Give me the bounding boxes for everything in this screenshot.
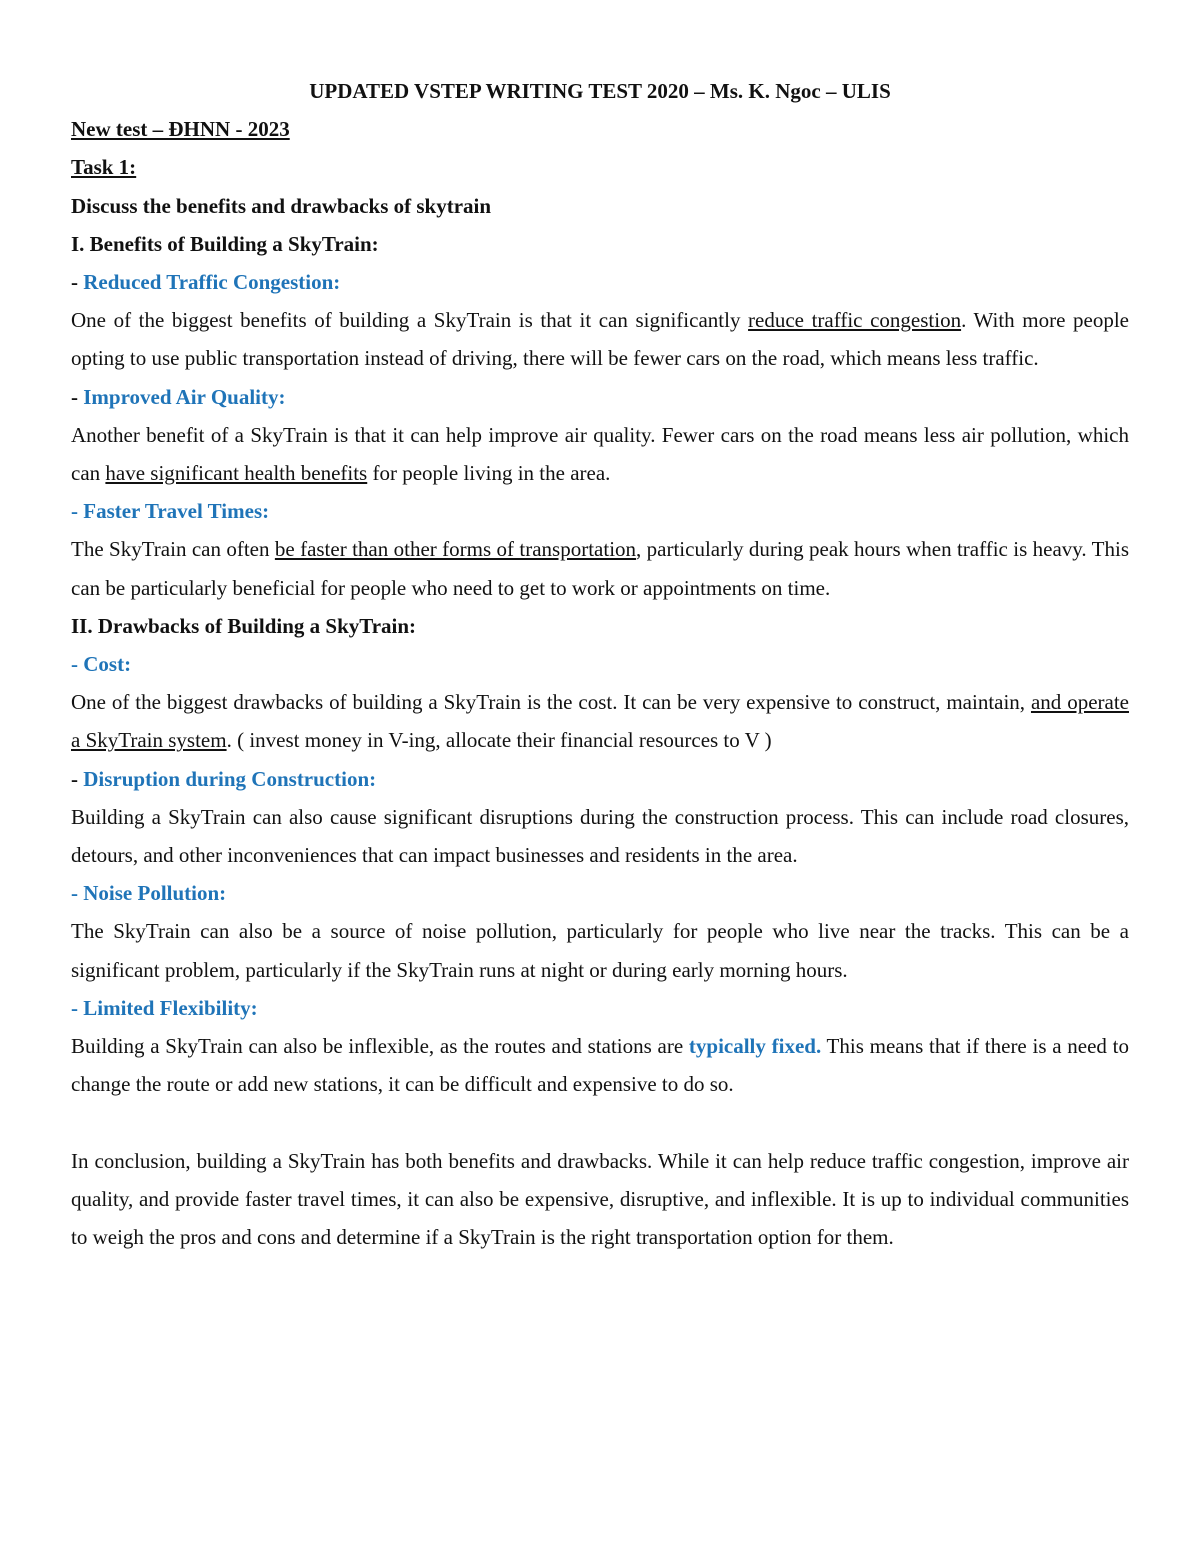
drawback-heading-cost [71,645,1129,683]
benefit-heading-traffic [71,263,1129,301]
document-title: UPDATED VSTEP WRITING TEST 2020 – Ms. K. Ngoc – ULIS [309,79,891,103]
paragraph-text: . With more people opting to use public transportation instead of driving, there will be fewer cars on the road, which means less traffic. [71,308,1129,371]
underlined-phrase: be faster than other forms of transportation [274,537,637,562]
underlined-phrase: reduce traffic congestion [748,308,962,333]
drawback-paragraph-disruption: Building a SkyTrain can also cause significant disruptions during the construction process. This can include road closures, detours, and other inconveniences that can impact businesses and residents in the area. [71,804,1129,868]
paragraph-text: One of the biggest benefits of building a SkyTrain is that it can significantly [71,308,749,333]
paragraph-text: , particularly during peak hours when traffic is heavy. This can be particularly beneficial for people who need to get to work or appointments on time. [71,537,1129,600]
dash-marker: - [71,270,84,295]
drawback-label-noise: - Noise Pollution: [71,881,227,906]
drawback-label-disruption: Disruption during Construction: [83,766,377,791]
drawbacks-heading: II. Drawbacks of Building a SkyTrain: [71,613,417,638]
new-test-line: New test – ĐHNN - 2023 [71,117,290,142]
benefit-label-traffic: Reduced Traffic Congestion: [83,270,341,295]
paragraph-text: One of the biggest drawbacks of building a SkyTrain is the cost. It can be very expensive to construct, maintain, [71,690,1031,715]
dash-marker: - [71,766,84,791]
task-prompt: Discuss the benefits and drawbacks of skytrain [71,193,492,218]
underlined-phrase: have significant health benefits [105,461,368,486]
benefit-heading-travel [71,492,1129,530]
benefit-heading-air [71,378,1129,416]
drawback-heading-noise [71,874,1129,912]
highlighted-phrase: typically fixed. [688,1034,822,1059]
paragraph-text: Another benefit of a SkyTrain is that it can help improve air quality. Fewer cars on the road means less air pollution, which can [71,422,1129,486]
benefits-heading: I. Benefits of Building a SkyTrain: [71,231,379,256]
underlined-phrase: and operate a SkyTrain system [71,690,1129,753]
benefit-label-travel: - Faster Travel Times: [71,499,270,524]
paragraph-text: . ( invest money in V-ing, allocate their financial resources to V ) [226,728,772,753]
benefit-paragraph-travel [71,530,1129,606]
paragraph-text: This means that if there is a need to change the route or add new stations, it can be difficult and expensive to do so. [71,1034,1129,1097]
task-label: Task 1: [71,155,137,180]
drawback-heading-flexibility [71,989,1129,1027]
blank-line [71,1103,1129,1141]
paragraph-text: The SkyTrain can often [71,537,275,562]
drawback-heading-disruption [71,760,1129,798]
paragraph-text: for people living in the area. [367,461,611,486]
paragraph-text: Building a SkyTrain can also be inflexible, as the routes and stations are [71,1034,689,1059]
drawback-paragraph-flexibility [71,1027,1129,1103]
dash-marker: - [71,384,84,409]
drawback-label-cost: - Cost: [71,652,132,677]
drawback-paragraph-noise: The SkyTrain can also be a source of noise pollution, particularly for people who live near the tracks. This can be a significant problem, particularly if the SkyTrain runs at night or during early morning hours. [71,919,1129,982]
benefit-paragraph-air [71,416,1129,492]
benefit-paragraph-traffic [71,301,1129,377]
document-page [71,72,1129,1256]
drawback-label-flexibility: - Limited Flexibility: [71,995,258,1020]
conclusion-paragraph: In conclusion, building a SkyTrain has both benefits and drawbacks. While it can help reduce traffic congestion, improve air quality, and provide faster travel times, it can also be expensive, disruptive, and inflexible. It is up to individual communities to weigh the pros and cons and determine if a SkyTrain is the right transportation option for them. [71,1148,1129,1250]
drawback-paragraph-cost [71,683,1129,759]
benefit-label-air: Improved Air Quality: [83,384,286,409]
